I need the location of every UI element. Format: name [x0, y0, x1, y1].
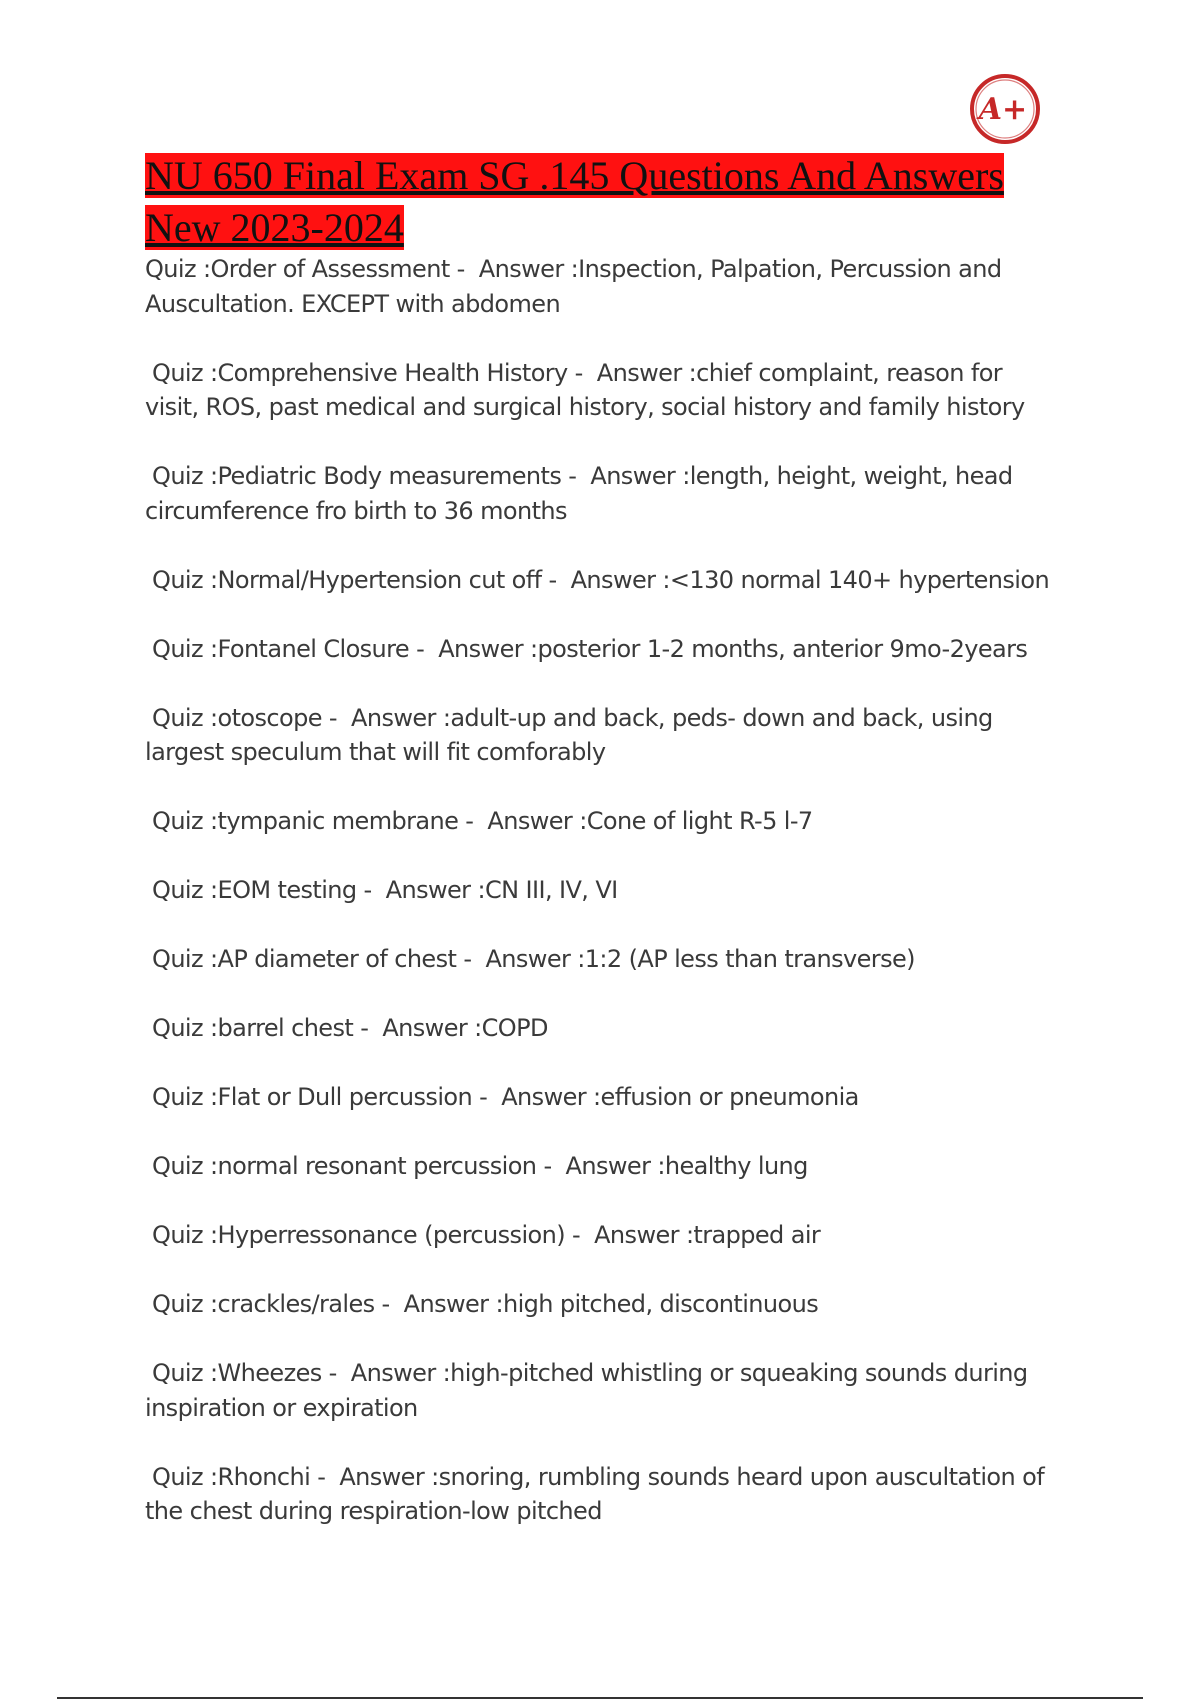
- document-title: NU 650 Final Exam SG .145 Questions And Answers New 2023-2024: [145, 153, 1004, 250]
- qa-item: Quiz :otoscope - Answer :adult-up and back, peds- down and back, using largest speculum that will fit comforably: [145, 703, 1000, 766]
- qa-item: Quiz :Comprehensive Health History - Answer :chief complaint, reason for visit, ROS, past medical and surgical history, social history and family history: [145, 358, 1025, 421]
- qa-item: Quiz :Hyperressonance (percussion) - Answer :trapped air: [145, 1221, 821, 1249]
- footer-divider: [57, 1697, 1143, 1699]
- qa-list: [145, 252, 1050, 1563]
- qa-item: Quiz :crackles/rales - Answer :high pitched, discontinuous: [145, 1290, 819, 1318]
- qa-item: Quiz :AP diameter of chest - Answer :1:2 (AP less than transverse): [145, 945, 915, 973]
- qa-item: Quiz :Pediatric Body measurements - Answer :length, height, weight, head circumference fro birth to 36 months: [145, 462, 1020, 525]
- qa-item: Quiz :Flat or Dull percussion - Answer :effusion or pneumonia: [145, 1083, 859, 1111]
- qa-item: Quiz :normal resonant percussion - Answer :healthy lung: [145, 1152, 808, 1180]
- qa-item: Quiz :Wheezes - Answer :high-pitched whistling or squeaking sounds during inspiration or expiration: [145, 1359, 1035, 1422]
- qa-item: Quiz :Rhonchi - Answer :snoring, rumbling sounds heard upon auscultation of the chest during respiration-low pitched: [145, 1462, 1052, 1525]
- qa-item: Quiz :Fontanel Closure - Answer :posterior 1-2 months, anterior 9mo-2years: [145, 634, 1028, 663]
- qa-item: Quiz :barrel chest - Answer :COPD: [145, 1014, 548, 1042]
- qa-item: Quiz :EOM testing - Answer :CN III, IV, VI: [145, 876, 618, 904]
- a-plus-grade-badge-icon: [968, 72, 1042, 146]
- qa-item: Quiz :Order of Assessment - Answer :Inspection, Palpation, Percussion and Auscultation. EXCEPT with abdomen: [145, 255, 1009, 318]
- qa-item: Quiz :tympanic membrane - Answer :Cone of light R-5 l-7: [145, 807, 813, 835]
- svg-text:A+: A+: [978, 92, 1028, 127]
- qa-item: Quiz :Normal/Hypertension cut off - Answer :<130 normal 140+ hypertension: [145, 565, 1050, 594]
